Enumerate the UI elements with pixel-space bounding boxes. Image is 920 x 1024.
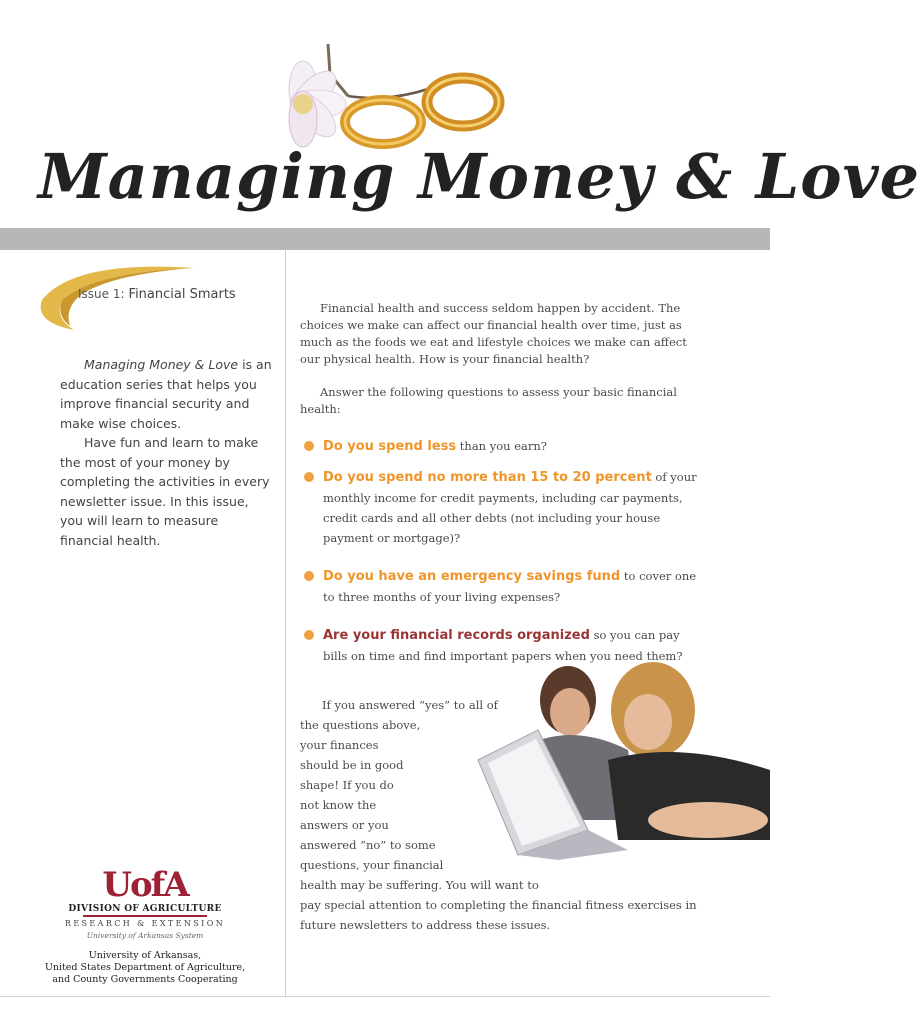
university-system: University of Arkansas System: [86, 931, 204, 940]
closing-line: not know the: [300, 798, 377, 812]
cooperation-line: University of Arkansas,: [88, 950, 202, 961]
article-lede: Financial health and success seldom happen by accident. The choices we make can affect our financial health over time, just as much as the foods we eat and lifestyle choices we make can affect our physical health. How is your financial health?: [300, 301, 687, 366]
closing-line: the questions above,: [300, 718, 421, 732]
question-highlight: Do you spend no more than 15 to 20 percent: [323, 470, 652, 485]
question-highlight: Do you spend less: [323, 439, 457, 454]
sidebar-intro: [60, 355, 272, 550]
flower-and-rings-illustration: [258, 34, 518, 154]
research-extension: RESEARCH & EXTENSION: [64, 919, 226, 928]
series-name: Managing Money & Love: [84, 357, 239, 372]
closing-paragraph: [300, 695, 720, 935]
closing-line: questions, your financial: [300, 858, 444, 872]
question-item: [300, 566, 710, 607]
closing-line: answers or you: [300, 818, 389, 832]
closing-line: should be in good: [300, 758, 404, 772]
question-highlight: Are your financial records organized: [323, 628, 590, 643]
bullet-dot-icon: [304, 472, 314, 482]
closing-line: future newsletters to address these issues.: [300, 918, 551, 932]
question-item: [300, 436, 710, 457]
closing-line: shape! If you do: [300, 778, 394, 792]
bullet-dot-icon: [304, 571, 314, 581]
uofa-logo-mark: UofA: [102, 865, 188, 905]
daisy-flower: [284, 61, 346, 147]
intro-paragraph-1-text: is an education series that helps you improve financial security and make wise choices.: [60, 357, 272, 431]
closing-line: health may be suffering. You will want to: [300, 878, 539, 892]
question-highlight: Do you have an emergency savings fund: [323, 569, 621, 584]
cooperation-line: and County Governments Cooperating: [52, 974, 238, 985]
issue-title: Financial Smarts: [128, 287, 236, 302]
column-divider: [285, 250, 286, 996]
masthead-title: Managing Money & Love: [38, 140, 920, 213]
title-band: [0, 228, 770, 250]
closing-line: your finances: [300, 738, 379, 752]
closing-line: If you answered “yes” to all of: [322, 698, 498, 712]
issue-number: Issue 1:: [78, 287, 125, 301]
intro-paragraph-2: Have fun and learn to make the most of your money by completing the activities in every newsletter issue. In this issue, you will learn to measure financial health.: [60, 435, 270, 548]
bullet-dot-icon: [304, 630, 314, 640]
bottom-rule: [0, 996, 770, 997]
article-body: [300, 300, 710, 666]
university-logo: [60, 865, 230, 940]
division-name: DIVISION OF AGRICULTURE: [68, 904, 222, 914]
article-prompt: Answer the following questions to assess your basic financial health:: [300, 385, 677, 416]
cooperation-statement: [40, 950, 250, 986]
logo-rule: [83, 915, 207, 917]
bullet-dot-icon: [304, 441, 314, 451]
question-text: than you earn?: [456, 439, 547, 453]
closing-line: pay special attention to completing the financial fitness exercises in: [300, 898, 697, 912]
question-text: of your monthly income for credit payments, including car payments, credit cards and all other debts (not including your house payment or mortgage)?: [323, 470, 697, 545]
cooperation-line: United States Department of Agriculture,: [44, 962, 246, 973]
question-text: to cover one to three months of your living expenses?: [323, 569, 697, 604]
closing-line: answered “no” to some: [300, 838, 436, 852]
question-item: [300, 467, 710, 548]
wedding-rings: [345, 78, 499, 144]
intro-paragraph-1: [60, 355, 272, 433]
issue-label: [78, 287, 236, 302]
question-text: so you can pay bills on time and find important papers when you need them?: [323, 628, 683, 663]
